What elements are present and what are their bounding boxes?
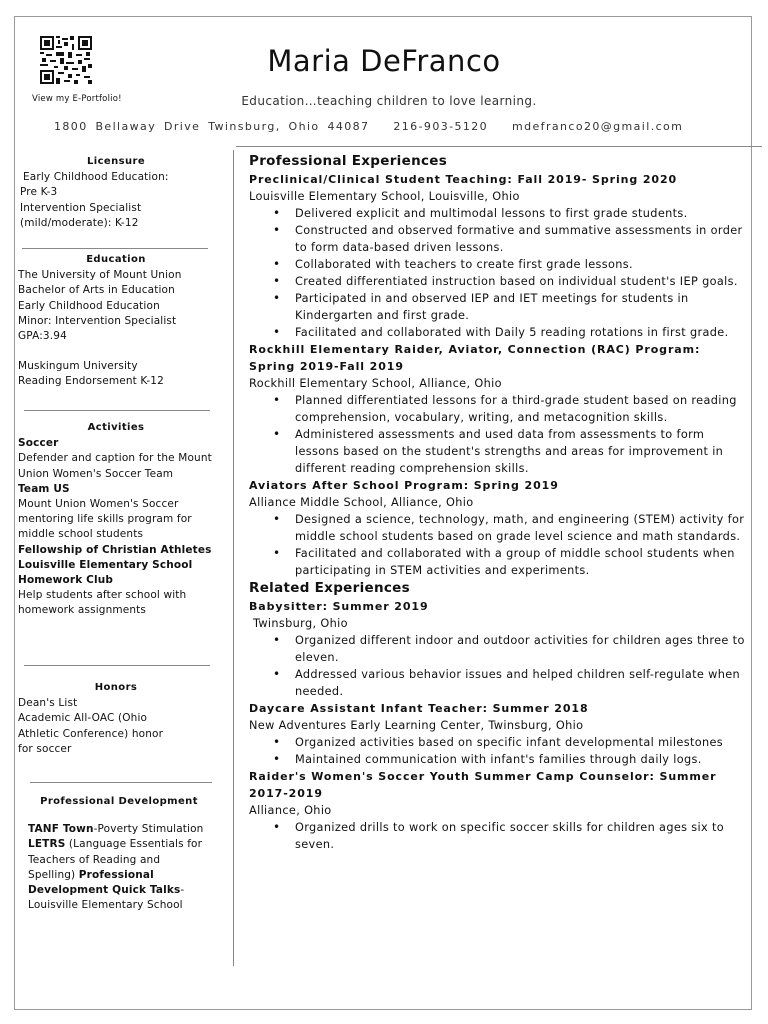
job-title: Preclinical/Clinical Student Teaching: Fall 2019- Spring 2020 — [249, 173, 678, 186]
licensure-line: Pre K-3 — [20, 186, 58, 199]
activity-name: Team US — [18, 482, 70, 495]
job-entry — [249, 171, 747, 341]
job-title: Rockhill Elementary Raider, Aviator, Connection (RAC) Program: Spring 2019-Fall 2019 — [249, 343, 701, 373]
education-line: Minor: Intervention Specialist — [18, 314, 177, 327]
honors-line: Athletic Conference) honor — [18, 727, 164, 740]
education-line: The University of Mount Union — [18, 269, 182, 282]
list-item: • Created differentiated instruction based on individual student's IEP goals. — [295, 273, 747, 290]
job-location: Louisville Elementary School, Louisville, Ohio — [249, 190, 520, 203]
job-entry — [249, 477, 747, 579]
job-location: Rockhill Elementary School, Alliance, Ohio — [249, 377, 502, 390]
list-item: • Addressed various behavior issues and helped children self-regulate when needed. — [295, 666, 747, 700]
education-title: Education — [86, 254, 146, 265]
development-name: TANF Town — [28, 823, 94, 836]
development-section — [28, 794, 210, 913]
education-line: Reading Endorsement K-12 — [18, 375, 164, 388]
education-line: Early Childhood Education — [18, 299, 160, 312]
education-line: Bachelor of Arts in Education — [18, 284, 175, 297]
activity-desc: Help students after school with homework assignments — [18, 589, 187, 617]
job-entry — [249, 700, 747, 768]
list-item: • Constructed and observed formative and summative assessments in order to form data-based driven lessons. — [295, 222, 747, 256]
sidebar-divider — [24, 665, 210, 666]
tagline: Education…teaching children to love learning. — [241, 94, 537, 108]
activity-name: Fellowship of Christian Athletes — [18, 543, 212, 556]
development-title: Professional Development — [40, 796, 198, 807]
job-location: Alliance, Ohio — [249, 804, 332, 817]
section-heading: Related Experiences — [249, 580, 410, 596]
list-item: • Organized different indoor and outdoor activities for children ages three to eleven. — [295, 632, 747, 666]
contact-line — [54, 120, 699, 133]
candidate-name: Maria DeFranco — [267, 44, 501, 78]
list-item: • Organized drills to work on specific soccer skills for children ages six to seven. — [295, 819, 747, 853]
activities-title: Activities — [87, 422, 145, 433]
sidebar-divider — [24, 410, 210, 411]
section-heading: Professional Experiences — [249, 153, 448, 169]
job-entry — [249, 341, 747, 477]
licensure-line: Intervention Specialist — [20, 201, 142, 214]
licensure-section — [18, 154, 214, 231]
job-title: Aviators After School Program: Spring 2019 — [249, 479, 559, 492]
honors-section — [18, 680, 214, 757]
job-title: Daycare Assistant Infant Teacher: Summer 2018 — [249, 702, 589, 715]
activity-desc: Mount Union Women's Soccer mentoring life skills program for middle school students — [18, 498, 192, 541]
job-entry — [249, 598, 747, 700]
job-location: Alliance Middle School, Alliance, Ohio — [249, 496, 474, 509]
education-section — [18, 252, 214, 390]
main-content — [249, 152, 747, 853]
job-title: Babysitter: Summer 2019 — [249, 600, 429, 613]
development-desc: -Poverty Stimulation — [93, 823, 204, 836]
sidebar-divider — [30, 782, 212, 783]
honors-line: Dean's List — [18, 697, 78, 710]
job-location: Twinsburg, Ohio — [249, 617, 348, 630]
job-location: New Adventures Early Learning Center, Twinsburg, Ohio — [249, 719, 584, 732]
list-item: • Organized activities based on specific infant developmental milestones — [295, 734, 747, 751]
phone[interactable]: 216-903-5120 — [393, 120, 489, 133]
list-item: • Maintained communication with infant's families through daily logs. — [295, 751, 747, 768]
job-entry — [249, 768, 747, 853]
list-item: • Administered assessments and used data from assessments to form lessons based on the student's strengths and areas for improvement in different reading comprehension skills. — [295, 426, 747, 477]
list-item: • Facilitated and collaborated with Daily 5 reading rotations in first grade. — [295, 324, 747, 341]
licensure-line: Early Childhood Education: — [23, 171, 169, 184]
column-divider — [233, 150, 234, 966]
honors-line: for soccer — [18, 742, 72, 755]
list-item: • Participated in and observed IEP and IET meetings for students in Kindergarten and first grade. — [295, 290, 747, 324]
list-item: • Collaborated with teachers to create first grade lessons. — [295, 256, 747, 273]
list-item: • Delivered explicit and multimodal lessons to first grade students. — [295, 205, 747, 222]
development-desc: (Language Essentials for Teachers of Reading and Spelling) — [28, 838, 203, 881]
header-divider — [236, 146, 762, 147]
activities-section — [18, 420, 214, 619]
activity-desc: Defender and caption for the Mount Union Women's Soccer Team — [18, 452, 212, 480]
education-line: Muskingum University — [18, 360, 138, 373]
development-name: LETRS — [28, 838, 66, 851]
development-desc: - Louisville Elementary School — [28, 884, 185, 912]
address: 1800 Bellaway Drive Twinsburg, Ohio 44087 — [54, 120, 370, 133]
honors-title: Honors — [94, 682, 138, 693]
list-item: • Designed a science, technology, math, and engineering (STEM) activity for middle school students based on grade level science and math standards. — [295, 511, 747, 545]
licensure-title: Licensure — [86, 156, 145, 167]
sidebar-divider — [22, 248, 208, 249]
development-name: Professional Development Quick Talks — [28, 868, 181, 897]
activity-name: Soccer — [18, 437, 59, 450]
email[interactable]: mdefranco20@gmail.com — [512, 120, 684, 133]
licensure-line: (mild/moderate): K-12 — [20, 216, 139, 229]
activity-name: Louisville Elementary School Homework Club — [18, 558, 193, 587]
education-line: GPA:3.94 — [18, 330, 67, 343]
list-item: • Planned differentiated lessons for a third-grade student based on reading comprehension, vocabulary, writing, and metacognition skills. — [295, 392, 747, 426]
job-title: Raider's Women's Soccer Youth Summer Camp Counselor: Summer 2017-2019 — [249, 770, 717, 800]
honors-line: Academic All-OAC (Ohio — [18, 712, 148, 725]
qr-caption[interactable]: View my E-Portfolio! — [32, 94, 122, 104]
list-item: • Facilitated and collaborated with a group of middle school students when participating in STEM activities and experiments. — [295, 545, 747, 579]
